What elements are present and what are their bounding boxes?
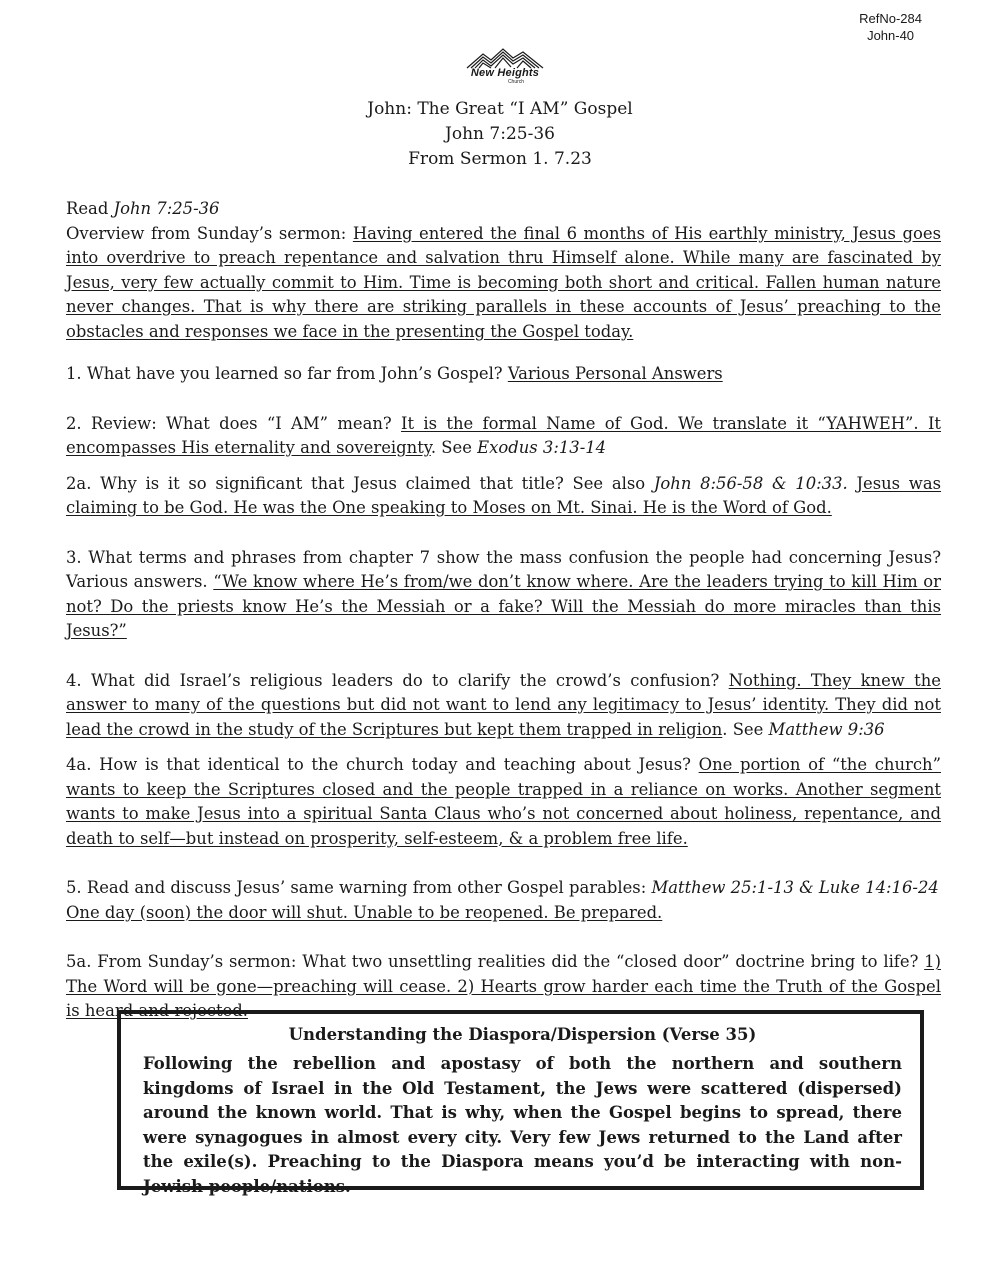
question-1-text: 1. What have you learned so far from John’s Gospel? — [66, 364, 508, 383]
question-2a-text: 2a. Why is it so significant that Jesus claimed that title? See also — [66, 473, 654, 493]
question-2a-answer: Jesus was claiming to be God. He was the One speaking to Moses on Mt. Sinai. He is the Word of God. — [66, 473, 942, 517]
page-title — [0, 97, 1000, 172]
question-1 — [66, 362, 941, 387]
question-2-ref: Exodus 3:13-14 — [477, 438, 607, 457]
question-2-text: 2. Review: What does “I AM” mean? — [66, 413, 402, 433]
title-line-3: From Sermon 1. 7.23 — [408, 149, 592, 169]
overview-label: Overview from Sunday’s sermon: — [66, 223, 353, 243]
question-4-text: 4. What did Israel’s religious leaders do to clarify the crowd’s confusion? — [66, 670, 729, 690]
question-2-answer: It is the formal Name of God. We translate it “YAHWEH”. It encompasses His eternality and sovereignty — [66, 413, 942, 457]
question-4 — [66, 669, 941, 743]
question-4-answer: Nothing. They knew the answer to many of the questions but did not want to lend any legitimacy to Jesus’ identity. They did not lead the crowd in the study of the Scriptures but kept them trapped in religion — [66, 670, 941, 739]
question-4a-text: 4a. How is that identical to the church today and teaching about Jesus? — [66, 755, 699, 774]
question-4a-answer: One portion of “the church” wants to keep the Scriptures closed and the people trapped in a reliance on works. Another segment wants to make Jesus into a spiritual Santa Claus who’s not concerned about holiness, repentance, and death to self—but instead on prosperity, self-esteem, & a problem free life. — [66, 755, 941, 848]
question-2 — [66, 412, 941, 461]
logo-brand: New Heights — [470, 67, 540, 79]
overview-paragraph — [66, 222, 941, 345]
question-5a-answer: 1) The Word will be gone—preaching will cease. 2) Hearts grow harder each time the Truth of the Gospel is heard and rejected. — [66, 952, 941, 1020]
question-2a — [66, 472, 941, 521]
question-2-see: . See — [430, 438, 478, 457]
question-5-text: 5. Read and discuss Jesus’ same warning from other Gospel parables: — [66, 878, 652, 897]
logo-sub: Church — [507, 79, 525, 85]
read-line — [66, 197, 941, 222]
question-2a-ref: John 8:56-58 & 10:33. — [653, 473, 848, 493]
question-3-text: 3. What terms and phrases from chapter 7 show the mass confusion the people had concerning Jesus? Various answers. — [66, 547, 941, 591]
church-logo — [462, 46, 548, 85]
callout-text: Following the rebellion and apostasy of both the northern and southern kingdoms of Israel in the Old Testament, the Jews were scattered (dispersed) around the known world. That is why, when the Gospel begins to spread, there were synagogues in almost every city. Very few Jews returned to the Land after the exile(s). Preaching to the Diaspora means you’d be interacting with non-Jewish people/nations. — [143, 1054, 902, 1196]
title-line-1: John: The Great “I AM” Gospel — [367, 99, 633, 119]
ref-number: RefNo-284 — [859, 11, 922, 26]
callout-title: Understanding the Diaspora/Dispersion (Verse 35) — [288, 1025, 757, 1044]
question-5a-text: 5a. From Sunday’s sermon: What two unsettling realities did the “closed door” doctrine bring to life? — [66, 952, 925, 971]
question-3-answer: “We know where He’s from/we don’t know where. Are the leaders trying to kill Him or not? Do the priests know He’s the Messiah or a fake? Will the Messiah do more miracles than this Jesus?” — [66, 572, 941, 640]
title-line-2: John 7:25-36 — [445, 124, 555, 144]
question-4-ref: Matthew 9:36 — [768, 719, 885, 739]
ref-lesson: John-40 — [867, 28, 915, 43]
read-label: Read — [66, 199, 114, 218]
read-ref: John 7:25-36 — [113, 199, 220, 218]
reference-number — [859, 10, 922, 44]
study-content — [66, 197, 941, 1024]
question-5-answer: One day (soon) the door will shut. Unable to be reopened. Be prepared. — [66, 902, 663, 922]
question-3 — [66, 546, 941, 644]
question-1-answer: Various Personal Answers — [507, 364, 723, 383]
diaspora-callout-box — [117, 1010, 924, 1196]
overview-answer: Having entered the final 6 months of His earthly ministry, Jesus goes into overdrive to preach repentance and salvation thru Himself alone. While many are fascinated by Jesus, very few actually commit to Him. Time is becoming both short and critical. Fallen human nature never changes. That is why there are striking parallels in these accounts of Jesus’ preaching to the obstacles and responses we face in the presenting the Gospel today. — [66, 223, 941, 341]
question-4-see: . See — [722, 719, 769, 739]
question-5-ref: Matthew 25:1-13 & Luke 14:16-24 — [651, 878, 939, 897]
question-5 — [66, 876, 941, 925]
question-4a — [66, 753, 941, 851]
